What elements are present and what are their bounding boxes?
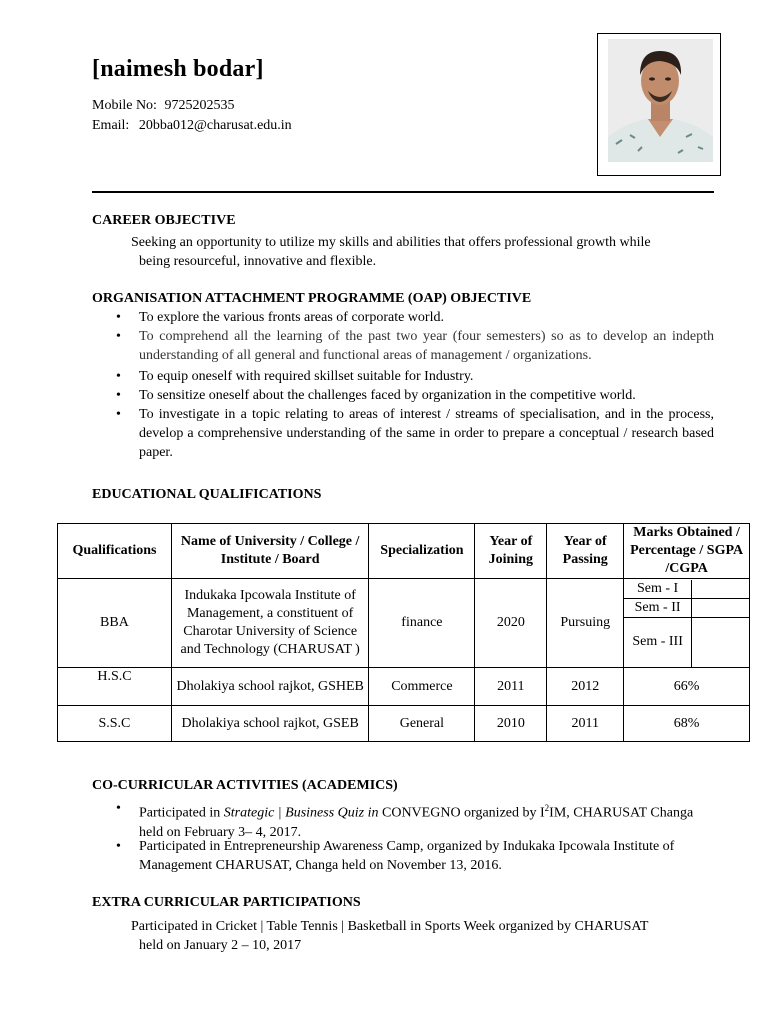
semester-value — [692, 618, 750, 667]
joining-year-cell: 2020 — [475, 579, 547, 668]
header-divider — [92, 191, 714, 193]
profile-photo — [608, 39, 713, 162]
bullet-icon: • — [116, 329, 121, 344]
list-item: • To explore the various fronts areas of corporate world. — [116, 310, 444, 325]
column-header: Qualifications — [58, 524, 172, 579]
institute-cell: Indukaka Ipcowala Institute of Management, a constituent of Charotar University of Science and Technology (CHARUSAT ) — [171, 579, 369, 668]
list-item: • Participated in Entrepreneurship Awareness Camp, organized by Indukaka Ipcowala Institute of Management CHARUSAT, Changa held on November 13, 2016. — [116, 839, 675, 873]
bullet-icon: • — [116, 801, 121, 816]
candidate-name: [naimesh bodar] — [92, 56, 264, 82]
career-objective-line-2: being resourceful, innovative and flexible. — [139, 254, 377, 269]
specialization-cell: Commerce — [369, 668, 475, 706]
email-address: 20bba012@charusat.edu.in — [138, 118, 292, 133]
cocurricular-list — [92, 799, 714, 877]
bullet-icon: • — [116, 310, 121, 325]
extracurricular-line-2: held on January 2 – 10, 2017 — [139, 938, 302, 953]
specialization-cell: General — [369, 706, 475, 742]
list-item: • To equip oneself with required skillset suitable for Industry. — [116, 369, 474, 384]
mobile-label: Mobile No: — [92, 98, 157, 113]
passing-year-cell: 2011 — [547, 706, 624, 742]
column-header: Year of Passing — [547, 524, 624, 579]
table-row — [58, 668, 750, 706]
passing-year-cell: 2012 — [547, 668, 624, 706]
table-header-row — [58, 524, 750, 579]
column-header: Year of Joining — [475, 524, 547, 579]
passing-year-cell: Pursuing — [547, 579, 624, 668]
extracurricular-entry — [92, 917, 714, 957]
marks-cell: 66% — [624, 668, 750, 706]
career-objective — [92, 233, 714, 273]
education-table — [57, 523, 750, 742]
table-row — [58, 579, 750, 668]
bullet-icon: • — [116, 388, 121, 403]
marks-cell: 68% — [624, 706, 750, 742]
extracurricular-heading: EXTRA CURRICULAR PARTICIPATIONS — [92, 895, 361, 910]
bullet-icon: • — [116, 839, 121, 854]
column-header: Specialization — [369, 524, 475, 579]
mobile-number: 9725202535 — [164, 98, 235, 113]
profile-photo-frame — [597, 33, 721, 176]
semester-label: Sem - I — [624, 580, 691, 599]
joining-year-cell: 2010 — [475, 706, 547, 742]
institute-cell: Dholakiya school rajkot, GSHEB — [171, 668, 369, 706]
semester-value — [692, 599, 750, 618]
semester-marks-table — [624, 580, 749, 667]
qualification-cell: H.S.C — [58, 668, 172, 706]
column-header: Name of University / College / Institute / Board — [171, 524, 369, 579]
cocurricular-heading: CO-CURRICULAR ACTIVITIES (ACADEMICS) — [92, 778, 398, 793]
education-heading: EDUCATIONAL QUALIFICATIONS — [92, 487, 322, 502]
column-header: Marks Obtained / Percentage / SGPA /CGPA — [624, 524, 750, 579]
oap-objective-heading: ORGANISATION ATTACHMENT PROGRAMME (OAP) OBJECTIVE — [92, 291, 532, 306]
email-label: Email: — [92, 118, 130, 133]
oap-objective-list — [92, 308, 714, 463]
list-item: • To comprehend all the learning of the past two year (four semesters) so as to develop an indepth understanding of all general and functional areas of management / organizations. — [116, 329, 714, 363]
semester-label: Sem - III — [632, 634, 683, 650]
semester-label: Sem - II — [624, 599, 691, 618]
specialization-cell: finance — [369, 579, 475, 668]
bullet-icon: • — [116, 407, 121, 422]
email-line — [92, 118, 292, 134]
bullet-icon: • — [116, 369, 121, 384]
semester-value — [692, 580, 750, 599]
list-item: • To sensitize oneself about the challenges faced by organization in the competitive world. — [116, 388, 636, 403]
institute-cell: Dholakiya school rajkot, GSEB — [171, 706, 369, 742]
mobile-line — [92, 98, 234, 114]
joining-year-cell: 2011 — [475, 668, 547, 706]
career-objective-heading: CAREER OBJECTIVE — [92, 213, 236, 228]
marks-cell — [624, 579, 750, 668]
career-objective-line-1: Seeking an opportunity to utilize my skills and abilities that offers professional growth while — [131, 235, 651, 250]
qualification-cell: S.S.C — [58, 706, 172, 742]
qualification-cell: BBA — [58, 579, 172, 668]
list-item: • Participated in Strategic | Business Quiz in CONVEGNO organized by $I^2IM$, CHARUSAT Changa held on February 3– 4, 2017. — [116, 801, 694, 840]
person-portrait-icon — [608, 39, 713, 162]
list-item: • To investigate in a topic relating to areas of interest / streams of specialisation, and in the process, develop a comprehensive understanding of the same in order to prepare a conceptual / research based paper. — [116, 407, 714, 460]
extracurricular-line-1: Participated in Cricket | Table Tennis | Basketball in Sports Week organized by CHARUSAT — [131, 919, 649, 934]
table-row — [58, 706, 750, 742]
